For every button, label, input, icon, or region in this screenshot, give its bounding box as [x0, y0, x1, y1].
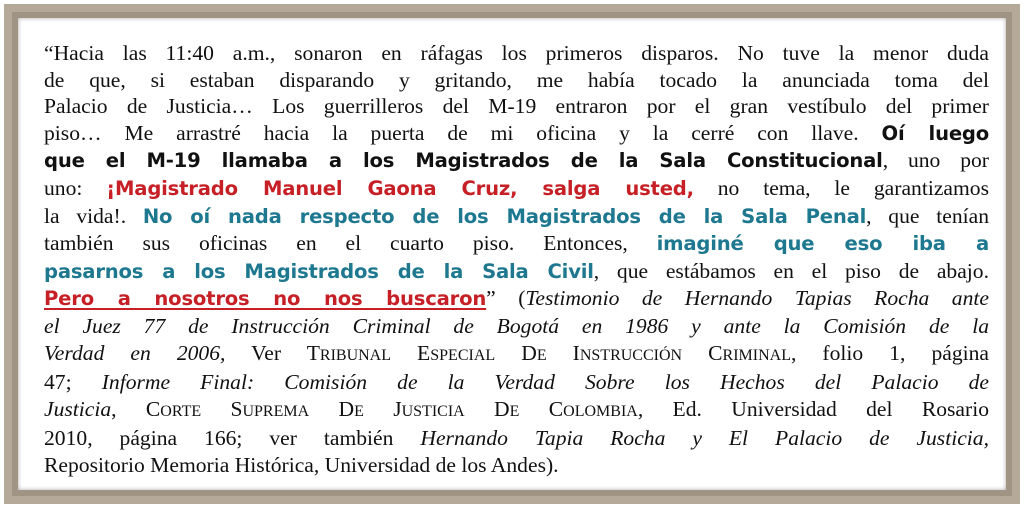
emphasis-text: que el M-19 llamaba a los Magistrados de la Sala Constitucional: [44, 149, 883, 173]
emphasis-text: Oí luego: [881, 121, 990, 145]
text-line: [44, 258, 989, 286]
italic-citation-text: Justicia: [44, 396, 112, 421]
body-text: , que tenían: [866, 203, 989, 228]
text-line: [44, 285, 989, 313]
text-line: [44, 120, 989, 148]
underlined-emphasis-text: Pero a nosotros no nos buscaron: [44, 287, 487, 311]
text-line: [44, 369, 989, 396]
text-line: [44, 175, 989, 203]
text-line: [44, 230, 989, 258]
body-text: también sus oficinas en el cuarto piso. Entonces,: [44, 231, 657, 256]
body-text: de que, si estaban disparando y gritando, me había tocado la anunciada toma del: [44, 67, 989, 92]
body-text: , que estábamos en el piso de abajo.: [593, 258, 989, 283]
text-line: [44, 313, 989, 340]
body-text: uno:: [44, 175, 107, 200]
smallcaps-text: TRIBUNAL ESPECIAL DE INSTRUCCIÓN CRIMINAL: [306, 340, 791, 365]
text-line: [44, 425, 989, 452]
document-frame: [4, 4, 1020, 504]
quoted-testimony: [44, 40, 989, 479]
text-line: [44, 67, 989, 94]
body-text: , Ed. Universidad del Rosario: [637, 396, 989, 421]
italic-citation-text: el Juez 77 de Instrucción Criminal de Bogotá en 1986 y ante la Comisión de la: [44, 313, 989, 338]
body-text: , uno por: [882, 148, 990, 173]
text-line: [44, 203, 989, 231]
text-line: [44, 147, 989, 175]
body-text: ,: [111, 396, 146, 421]
emphasis-blue-text: pasarnos a los Magistrados de la Sala Civil: [44, 259, 594, 283]
text-line: [44, 396, 989, 426]
italic-citation-text: Hernando Tapia Rocha y El Palacio de Justicia,: [420, 426, 989, 451]
smallcaps-text: CORTE SUPREMA DE JUSTICIA DE COLOMBIA: [145, 396, 638, 421]
body-text: Repositorio Memoria Histórica, Universidad de los Andes).: [44, 452, 559, 477]
document-page: [18, 18, 1006, 490]
text-line: [44, 40, 989, 67]
text-line: [44, 93, 989, 120]
body-text: piso… Me arrastré hacia la puerta de mi oficina y la cerré con llave.: [44, 120, 882, 145]
emphasis-blue-text: No oí nada respecto de los Magistrados de la Sala Penal: [142, 204, 867, 228]
body-text: 2010, página 166; ver también: [44, 426, 421, 451]
text-line: [44, 452, 989, 479]
emphasis-blue-text: imaginé que eso iba a: [656, 232, 989, 256]
body-text: “Hacia las 11:40 a.m., sonaron en ráfagas los primeros disparos. No tuve la menor duda: [44, 41, 989, 65]
body-text: , folio 1, página: [790, 340, 990, 365]
italic-citation-text: Informe Final: Comisión de la Verdad Sobre los Hechos del Palacio de: [101, 370, 989, 395]
body-text: la vida!.: [44, 203, 143, 228]
body-text: Palacio de Justicia… Los guerrilleros del M-19 entraron por el gran vestíbulo del primer: [44, 94, 989, 119]
italic-citation-text: Verdad en 2006,: [44, 340, 226, 365]
italic-citation-text: Testimonio de Hernando Tapias Rocha ante: [525, 286, 989, 311]
emphasis-red-text: ¡Magistrado Manuel Gaona Cruz, salga usted,: [106, 176, 694, 200]
body-text: 47;: [44, 370, 102, 395]
body-text: no tema, le garantizamos: [693, 175, 989, 200]
text-line: [44, 340, 989, 370]
body-text: ” (: [486, 286, 526, 311]
body-text: Ver: [225, 340, 307, 365]
